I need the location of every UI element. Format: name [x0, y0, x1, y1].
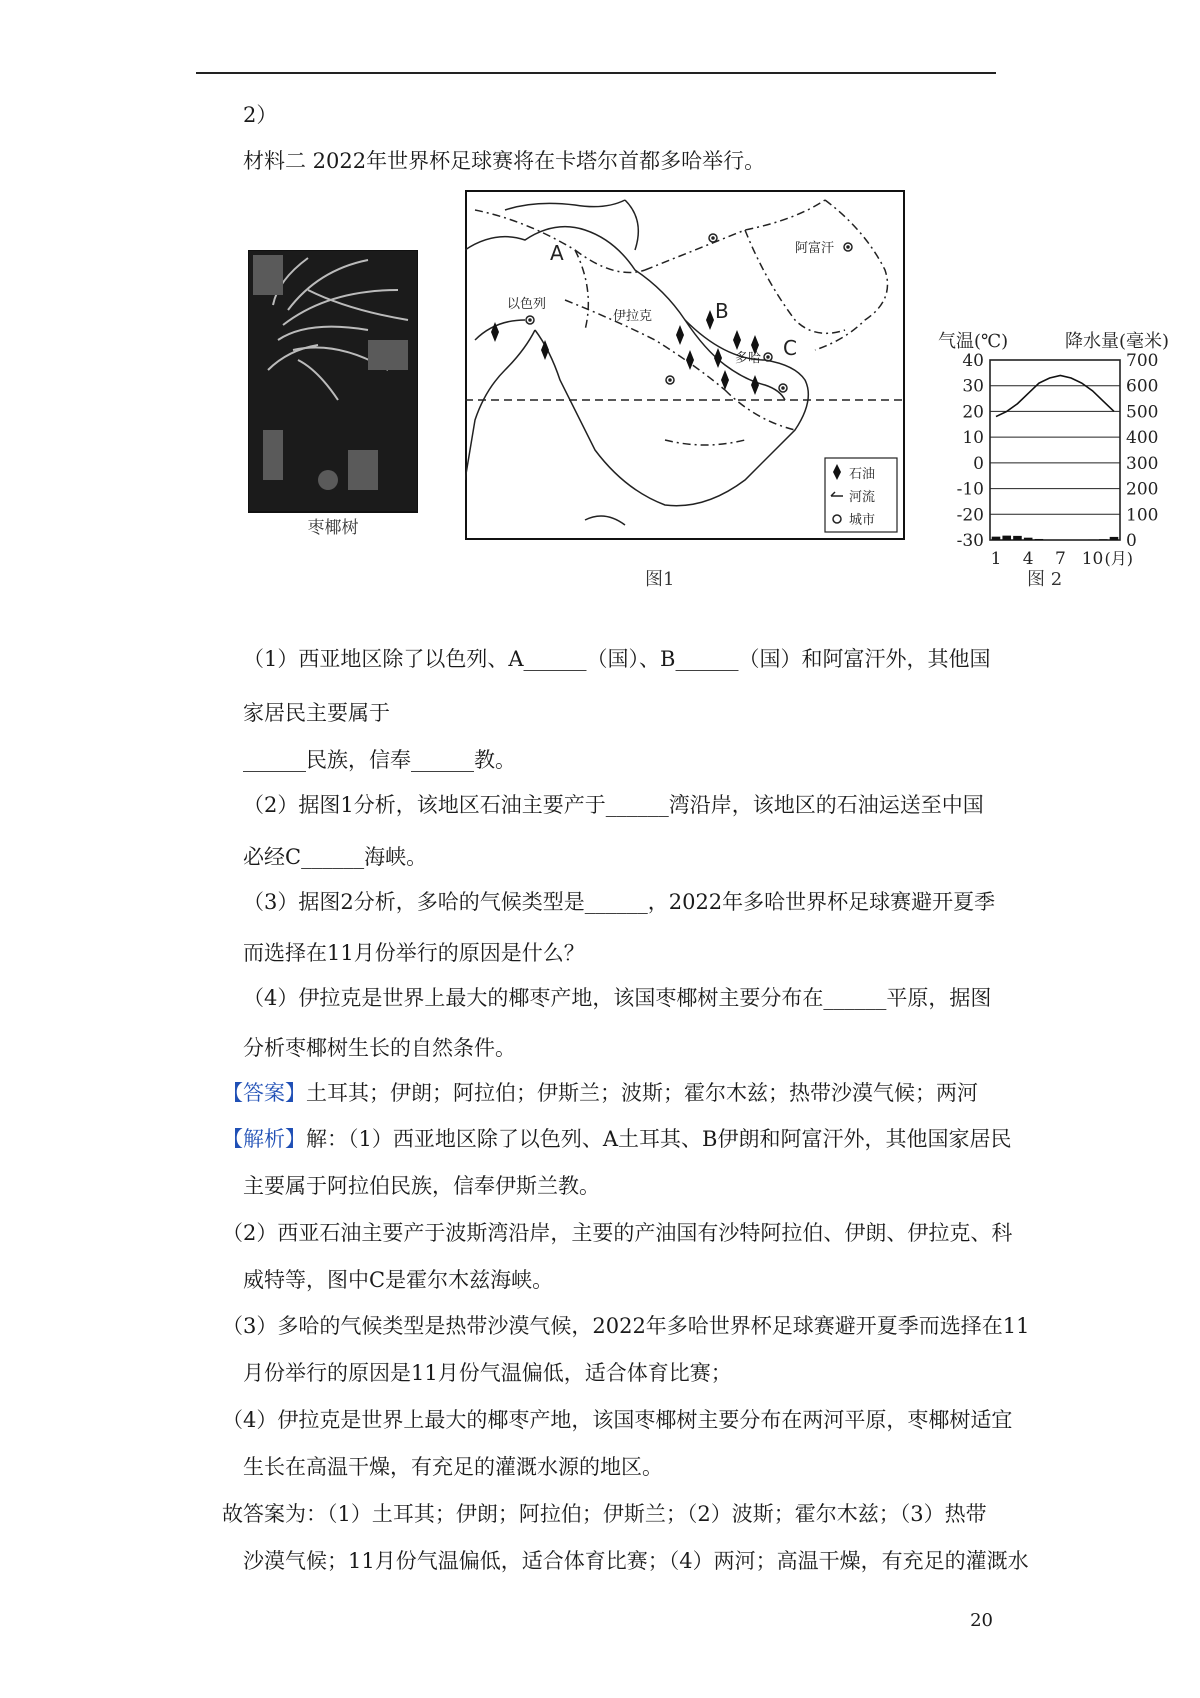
analysis-line-2: 主要属于阿拉伯民族，信奉伊斯兰教。 — [243, 1174, 600, 1198]
question-part-label: 2） — [243, 103, 278, 127]
legend-oil: 石油 — [849, 467, 876, 482]
month-tick-label: 7 — [1054, 549, 1066, 569]
temp-tick-label: 10 — [962, 428, 984, 449]
page-number: 20 — [970, 1610, 993, 1631]
map-label-israel: 以色列 — [507, 297, 547, 312]
question-4-line-1: （4）伊拉克是世界上最大的椰枣产地，该国枣椰树主要分布在______平原，据图 — [243, 986, 992, 1010]
question-1-line-1: （1）西亚地区除了以色列、A______（国）、B______（国）和阿富汗外，其他国 — [243, 647, 991, 671]
legend-city: 城市 — [849, 513, 876, 528]
precip-tick-label: 400 — [1126, 428, 1159, 449]
climate-caption: 图 2 — [1027, 569, 1063, 590]
precip-bar — [1024, 538, 1033, 540]
question-1-line-3: ______民族，信奉______教。 — [243, 748, 516, 772]
plot-frame — [990, 360, 1120, 540]
analysis-line-10: 沙漠气候；11月份气温偏低，适合体育比赛；（4）两河；高温干燥，有充足的灌溉水 — [243, 1549, 1029, 1573]
answer-line — [222, 1078, 978, 1108]
analysis-tag: 【解析】 — [222, 1127, 306, 1151]
map-label-afghanistan: 阿富汗 — [795, 241, 835, 256]
analysis-text-1: 解：（1）西亚地区除了以色列、A土耳其、B伊朗和阿富汗外，其他国家居民 — [306, 1127, 1012, 1151]
precip-tick-label: 600 — [1126, 376, 1159, 397]
temperature-line — [996, 375, 1114, 416]
precip-tick-label: 500 — [1126, 402, 1159, 423]
analysis-line-7: （4）伊拉克是世界上最大的椰枣产地，该国枣椰树主要分布在两河平原，枣椰树适宜 — [222, 1408, 1013, 1432]
precip-tick-label: 700 — [1126, 351, 1159, 371]
analysis-line-3: （2）西亚石油主要产于波斯湾沿岸，主要的产油国有沙特阿拉伯、伊朗、伊拉克、科 — [222, 1221, 1013, 1245]
precip-tick-label: 0 — [1126, 531, 1137, 551]
analysis-line-8: 生长在高温干燥，有充足的灌溉水源的地区。 — [243, 1455, 663, 1479]
question-1-line-2: 家居民主要属于 — [243, 701, 390, 725]
temp-tick-label: 40 — [962, 351, 984, 371]
header-rule — [196, 72, 996, 74]
temp-tick-label: -20 — [956, 505, 984, 526]
temp-tick-label: 30 — [962, 376, 984, 397]
month-tick-label: 4 — [1022, 549, 1034, 569]
legend-river: 河流 — [849, 490, 876, 505]
precip-tick-label: 300 — [1126, 453, 1159, 474]
precip-bar — [1110, 537, 1119, 540]
month-tick-label: 1 — [990, 549, 1002, 569]
map-label-a: A — [550, 241, 564, 265]
temp-tick-label: 0 — [973, 453, 984, 474]
temp-tick-label: 20 — [962, 402, 984, 423]
date-palm-caption: 枣椰树 — [307, 518, 359, 538]
temp-axis-label: 气温(℃) — [938, 331, 1009, 352]
precip-bar — [1013, 536, 1022, 540]
map-label-c: C — [783, 336, 797, 360]
date-palm-photo — [248, 250, 418, 540]
answer-text: 土耳其；伊朗；阿拉伯；伊斯兰；波斯；霍尔木兹；热带沙漠气候；两河 — [306, 1081, 978, 1105]
precip-bar — [1099, 539, 1108, 540]
question-2-line-1: （2）据图1分析，该地区石油主要产于______湾沿岸，该地区的石油运送至中国 — [243, 793, 984, 817]
map-caption: 图1 — [645, 569, 675, 590]
question-2-line-2: 必经C______海峡。 — [243, 845, 428, 869]
map-label-iraq: 伊拉克 — [613, 309, 653, 324]
analysis-line-6: 月份举行的原因是11月份气温偏低，适合体育比赛； — [243, 1361, 732, 1385]
climate-chart — [930, 325, 1195, 585]
question-4-line-2: 分析枣椰树生长的自然条件。 — [243, 1036, 516, 1060]
precip-bar — [1035, 539, 1044, 540]
precip-bar — [1002, 536, 1011, 540]
precip-bar — [992, 537, 1001, 540]
map-legend — [825, 458, 897, 532]
question-3-line-2: 而选择在11月份举行的原因是什么？ — [243, 941, 585, 965]
month-unit-label: (月) — [1104, 549, 1134, 568]
map-label-doha: 多哈 — [735, 351, 762, 366]
temp-tick-label: -10 — [956, 479, 984, 500]
month-tick-label: 10 — [1081, 549, 1104, 569]
answer-tag: 【答案】 — [222, 1081, 306, 1105]
temp-tick-label: -30 — [956, 531, 984, 551]
analysis-line-9: 故答案为：（1）土耳其；伊朗；阿拉伯；伊斯兰；（2）波斯；霍尔木兹；（3）热带 — [222, 1502, 987, 1526]
analysis-line-4: 威特等，图中C是霍尔木兹海峡。 — [243, 1268, 554, 1292]
precip-tick-label: 100 — [1126, 505, 1159, 526]
analysis-line-1 — [222, 1124, 1011, 1154]
material-two-text: 材料二 2022年世界杯足球赛将在卡塔尔首都多哈举行。 — [243, 149, 766, 173]
question-3-line-1: （3）据图2分析，多哈的气候类型是______，2022年多哈世界杯足球赛避开夏季 — [243, 890, 996, 914]
west-asia-map — [465, 190, 905, 540]
precip-tick-label: 200 — [1126, 479, 1159, 500]
map-label-b: B — [715, 299, 729, 323]
precip-axis-label: 降水量(毫米) — [1065, 331, 1170, 352]
analysis-line-5: （3）多哈的气候类型是热带沙漠气候，2022年多哈世界杯足球赛避开夏季而选择在11 — [222, 1314, 1030, 1338]
